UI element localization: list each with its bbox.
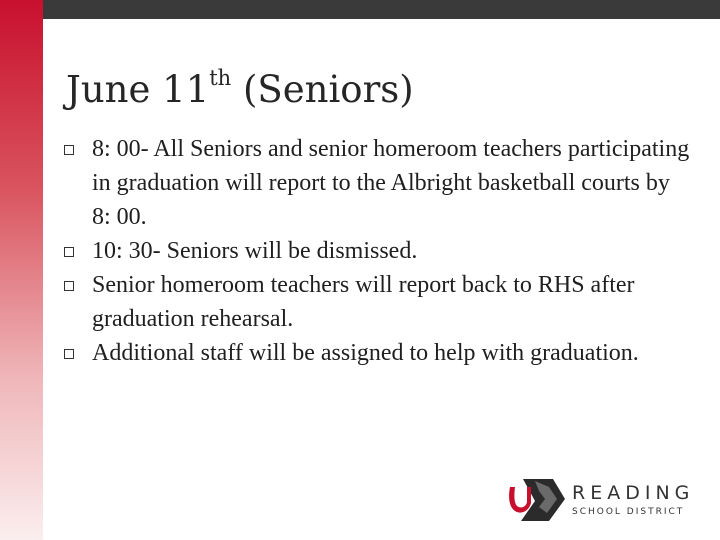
square-bullet-icon <box>64 349 74 359</box>
square-bullet-icon <box>64 281 74 291</box>
bullet-text: Senior homeroom teachers will report back to RHS after graduation rehearsal. <box>92 272 635 332</box>
bullet-list <box>64 132 694 370</box>
bullet-item <box>64 268 694 336</box>
bullet-item <box>64 234 694 268</box>
logo-mark-icon <box>505 473 567 523</box>
square-bullet-icon <box>64 145 74 155</box>
logo-text-school-district: SCHOOL DISTRICT <box>572 507 685 517</box>
slide-title <box>66 65 414 111</box>
bullet-text: 8: 00- All Seniors and senior homeroom teachers participating in graduation will report to the Albright basketball courts by 8: 00. <box>92 136 690 230</box>
reading-school-district-logo <box>505 473 700 523</box>
bullet-text: 10: 30- Seniors will be dismissed. <box>92 238 418 264</box>
bullet-item <box>64 336 694 370</box>
title-rest: (Seniors) <box>231 68 414 111</box>
bullet-text: Additional staff will be assigned to help with graduation. <box>92 340 639 366</box>
title-superscript: th <box>209 65 232 90</box>
top-bar <box>43 0 720 19</box>
left-accent-bar <box>0 0 43 540</box>
title-main: June 11 <box>66 68 210 111</box>
logo-text-reading: READING <box>572 482 695 504</box>
bullet-item <box>64 132 694 234</box>
square-bullet-icon <box>64 247 74 257</box>
